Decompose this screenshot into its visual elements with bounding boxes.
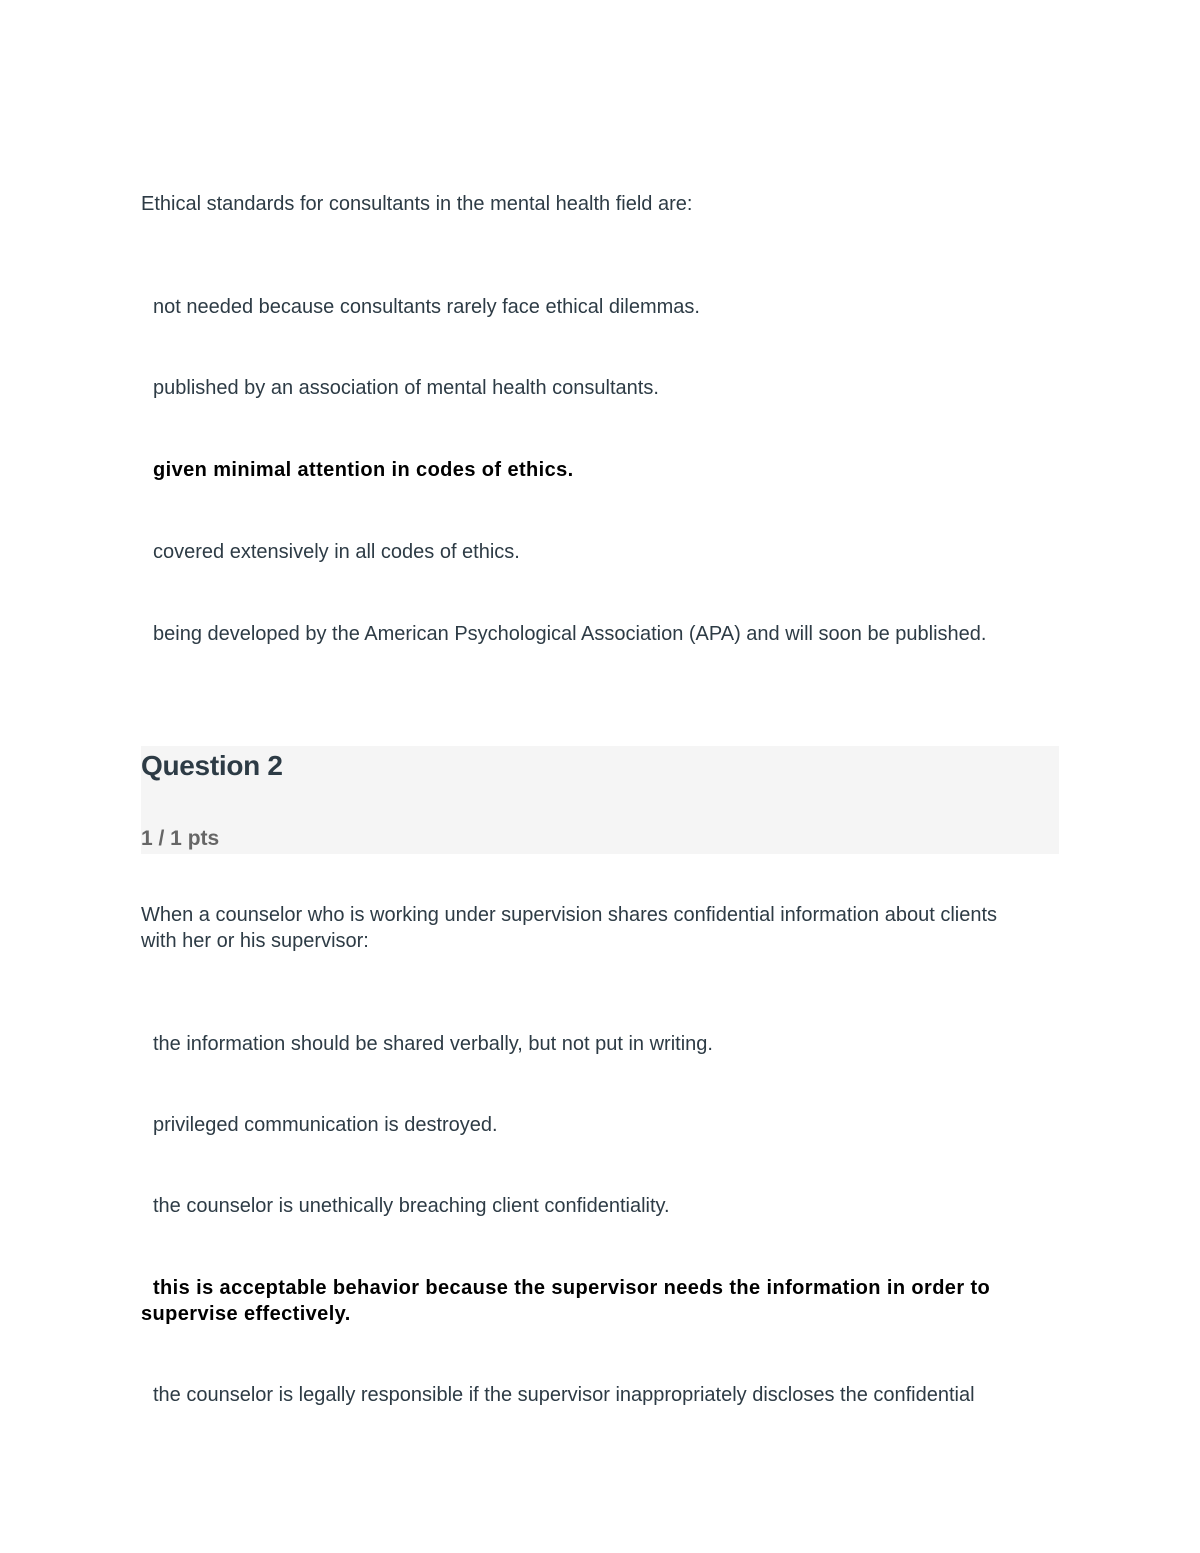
question-2-answer-2[interactable] <box>141 1112 1041 1138</box>
answer-label: this is acceptable behavior because the supervisor needs the information in order to supervise effectively. <box>141 1277 991 1325</box>
answer-label: the counselor is unethically breaching client confidentiality. <box>153 1195 670 1217</box>
question-1-answer-2[interactable] <box>141 375 1041 401</box>
question-1-answer-5[interactable] <box>141 621 1071 647</box>
question-2-answer-5[interactable] <box>141 1382 1061 1408</box>
answer-label: given minimal attention in codes of ethics. <box>153 459 574 481</box>
answer-label: being developed by the American Psychological Association (APA) and will soon be published. <box>153 623 987 645</box>
answer-label: published by an association of mental health consultants. <box>153 377 659 399</box>
question-2-text: When a counselor who is working under supervision shares confidential information about clients with her or his supervisor: <box>141 904 998 952</box>
question-2-points: 1 / 1 pts <box>141 827 220 850</box>
question-2-title: Question 2 <box>141 750 283 781</box>
question-1-text: Ethical standards for consultants in the mental health field are: <box>141 193 693 215</box>
question-1-answer-4[interactable] <box>141 539 1041 565</box>
question-1-answer-3-selected[interactable] <box>141 457 1041 483</box>
question-2-header <box>141 746 1059 854</box>
question-1-answer-1[interactable] <box>141 294 1041 320</box>
answer-label: covered extensively in all codes of ethics. <box>153 541 520 563</box>
question-2-answer-1[interactable] <box>141 1031 1041 1057</box>
question-2-answer-3[interactable] <box>141 1193 1041 1219</box>
answer-label: the counselor is legally responsible if the supervisor inappropriately discloses the confidential <box>153 1384 975 1406</box>
answer-label: the information should be shared verbally, but not put in writing. <box>153 1033 713 1055</box>
question-2-answer-4-selected[interactable] <box>141 1275 1031 1327</box>
answer-label: not needed because consultants rarely face ethical dilemmas. <box>153 296 700 318</box>
answer-label: privileged communication is destroyed. <box>153 1114 498 1136</box>
